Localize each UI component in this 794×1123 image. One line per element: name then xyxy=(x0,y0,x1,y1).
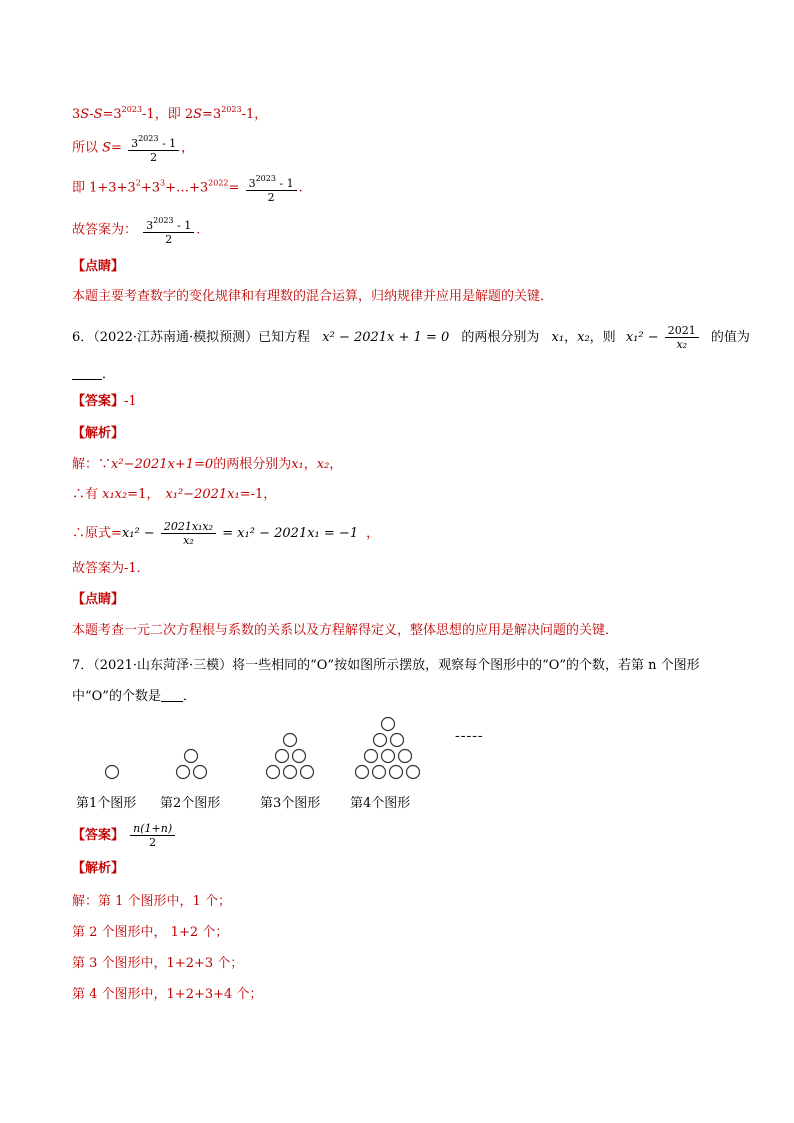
solution-6-line-3: ∴原式=x₁² − $\frac{\text{2021x₁x₂}}{\text{x₂}}$ = x₁² − 2021x₁ = −1 ， xyxy=(72,520,380,547)
circle-icon xyxy=(356,766,369,779)
solution-line-3s-minus-s: $3S-S=3^{2023}-1$，即 $2S=3^{2023}-1$， xyxy=(72,105,268,122)
solution-7-line-3: 第 3 个图形中，1+2+3 个； xyxy=(72,956,244,971)
circle-icon xyxy=(185,750,198,763)
question-6-blank: ． xyxy=(72,366,115,384)
circle-pattern-figure xyxy=(60,705,460,785)
caption-figure-4: 第4个图形 xyxy=(350,796,411,811)
circle-icon xyxy=(293,750,306,763)
answer-blank xyxy=(161,689,183,702)
section-label-dianjing-6: 【点睛】 xyxy=(72,592,125,607)
circle-icon xyxy=(267,766,280,779)
solution-line-answer: 故答案为： $\frac{3^{2023} - 1}{2}$ . xyxy=(72,216,201,246)
question-6: 6．（2022·江苏南通·模拟预测）已知方程 x² − 2021x + 1 = 0 的两根分别为 x₁，x₂，则 x₁² − $\frac{2021}{\text{x₂}}$ 的值为 xyxy=(72,324,750,351)
dianjing-text-5: 本题主要考查数字的变化规律和有理数的混合运算，归纳规律并应用是解题的关键． xyxy=(72,289,554,304)
circle-icon xyxy=(374,734,387,747)
solution-line-series-sum: 即 $1+3+3^2+3^3+\dots+3^{2022}=$ $\frac{3^{2023} - 1}{2}$ . xyxy=(72,174,303,204)
caption-figure-1: 第1个图形 xyxy=(76,796,137,811)
solution-6-line-1: 解：∵x²−2021x+1=0的两根分别为x₁，x₂， xyxy=(72,457,343,472)
fraction: $\frac{\text{2021x₁x₂}}{\text{x₂}}$ xyxy=(161,520,216,547)
section-label-jiexi-7: 【解析】 xyxy=(72,861,125,876)
question-7-line-2: 中“O”的个数是 ． xyxy=(72,689,196,704)
circle-icon xyxy=(365,750,378,763)
circle-icon xyxy=(407,766,420,779)
caption-figure-2: 第2个图形 xyxy=(160,796,221,811)
circle-icon xyxy=(301,766,314,779)
caption-figure-3: 第3个图形 xyxy=(260,796,321,811)
circle-icon xyxy=(391,734,404,747)
solution-line-s-value: 所以 S= $\frac{3^{2023} - 1}{2}$ ， xyxy=(72,134,195,164)
circle-icon xyxy=(284,734,297,747)
solution-7-line-4: 第 4 个图形中，1+2+3+4 个； xyxy=(72,987,263,1002)
answer-7: 【答案】 $\frac{n(1+n)}{2}$ xyxy=(72,822,177,849)
section-label-jiexi-6: 【解析】 xyxy=(72,426,125,441)
answer-blank xyxy=(72,367,102,380)
question-7-line-1: 7．（2021·山东菏泽·三模）将一些相同的“O”按如图所示摆放，观察每个图形中的“O”的个数，若第 n 个图形 xyxy=(72,658,700,673)
circle-icon xyxy=(382,718,395,731)
solution-7-line-1: 解：第 1 个图形中，1 个； xyxy=(72,894,231,909)
circle-icon xyxy=(106,766,119,779)
circle-icon xyxy=(194,766,207,779)
section-label-dianjing: 【点睛】 xyxy=(72,259,125,274)
circle-icon xyxy=(399,750,412,763)
solution-6-line-2: ∴有 x₁x₂=1， x₁²−2021x₁=-1， xyxy=(72,487,277,502)
fraction: $\frac{3^{2023} - 1}{2}$ xyxy=(128,132,179,164)
circle-icon xyxy=(284,766,297,779)
answer-6: 【答案】-1 xyxy=(72,394,137,409)
circle-icon xyxy=(382,750,395,763)
dianjing-text-6: 本题考查一元二次方程根与系数的关系以及方程解得定义，整体思想的应用是解决问题的关键． xyxy=(72,623,619,638)
solution-6-line-4: 故答案为-1． xyxy=(72,561,150,576)
circle-icon xyxy=(177,766,190,779)
fraction: $\frac{3^{2023} - 1}{2}$ xyxy=(246,172,297,204)
fraction: $\frac{2021}{\text{x₂}}$ xyxy=(665,324,699,351)
solution-7-line-2: 第 2 个图形中， 1+2 个； xyxy=(72,925,229,940)
circle-icon xyxy=(390,766,403,779)
continuation-dashes: ----- xyxy=(455,728,484,744)
circle-icon xyxy=(276,750,289,763)
fraction: $\frac{3^{2023} - 1}{2}$ xyxy=(143,214,194,246)
fraction: $\frac{n(1+n)}{2}$ xyxy=(130,822,175,849)
circle-icon xyxy=(373,766,386,779)
